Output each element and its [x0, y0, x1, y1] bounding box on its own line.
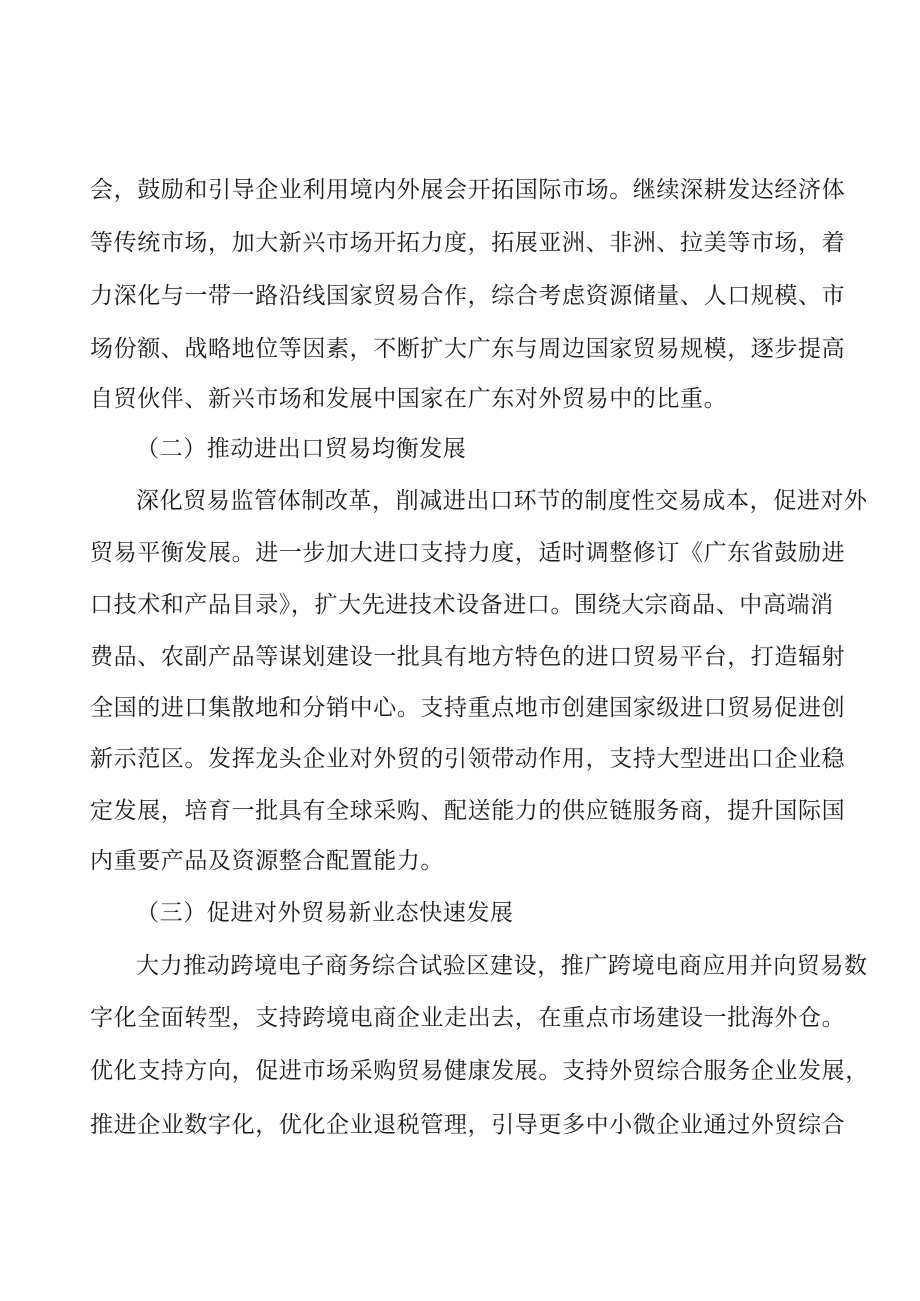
paragraph-2-line-7: 定发展，培育一批具有全球采购、配送能力的供应链服务商，提升国际国: [90, 798, 846, 824]
paragraph-1-line-1: 会，鼓励和引导企业利用境内外展会开拓国际市场。继续深耕发达经济体: [90, 177, 846, 203]
paragraph-3-line-2: 字化全面转型，支持跨境电商企业走出去，在重点市场建设一批海外仓。: [90, 1005, 846, 1031]
paragraph-2-line-8: 内重要产品及资源整合配置能力。: [90, 848, 444, 874]
paragraph-1-line-3: 力深化与一带一路沿线国家贸易合作，综合考虑资源储量、人口规模、市: [90, 283, 846, 309]
section-heading-3: （三）促进对外贸易新业态快速发展: [136, 900, 514, 926]
paragraph-1-line-4: 场份额、战略地位等因素，不断扩大广东与周边国家贸易规模，逐步提高: [90, 336, 846, 362]
paragraph-3-line-1: 大力推动跨境电子商务综合试验区建设，推广跨境电商应用并向贸易数: [136, 953, 868, 979]
paragraph-3-line-3: 优化支持方向，促进市场采购贸易健康发展。支持外贸综合服务企业发展，: [90, 1058, 869, 1084]
paragraph-2-line-4: 费品、农副产品等谋划建设一批具有地方特色的进口贸易平台，打造辐射: [90, 644, 846, 670]
section-heading-2: （二）推动进出口贸易均衡发展: [136, 436, 467, 462]
paragraph-1-line-5: 自贸伙伴、新兴市场和发展中国家在广东对外贸易中的比重。: [90, 386, 728, 412]
paragraph-2-line-5: 全国的进口集散地和分销中心。支持重点地市创建国家级进口贸易促进创: [90, 695, 846, 721]
paragraph-3-line-4: 推进企业数字化，优化企业退税管理，引导更多中小微企业通过外贸综合: [90, 1112, 846, 1138]
paragraph-2-line-3: 口技术和产品目录》，扩大先进技术设备进口。围绕大宗商品、中高端消: [90, 592, 834, 618]
paragraph-2-line-6: 新示范区。发挥龙头企业对外贸的引领带动作用，支持大型进出口企业稳: [90, 746, 846, 772]
paragraph-1-line-2: 等传统市场，加大新兴市场开拓力度，拓展亚洲、非洲、拉美等市场，着: [90, 230, 846, 256]
paragraph-2-line-1: 深化贸易监管体制改革，削减进出口环节的制度性交易成本，促进对外: [136, 488, 868, 514]
paragraph-2-line-2: 贸易平衡发展。进一步加大进口支持力度，适时调整修订《广东省鼓励进: [90, 540, 846, 566]
